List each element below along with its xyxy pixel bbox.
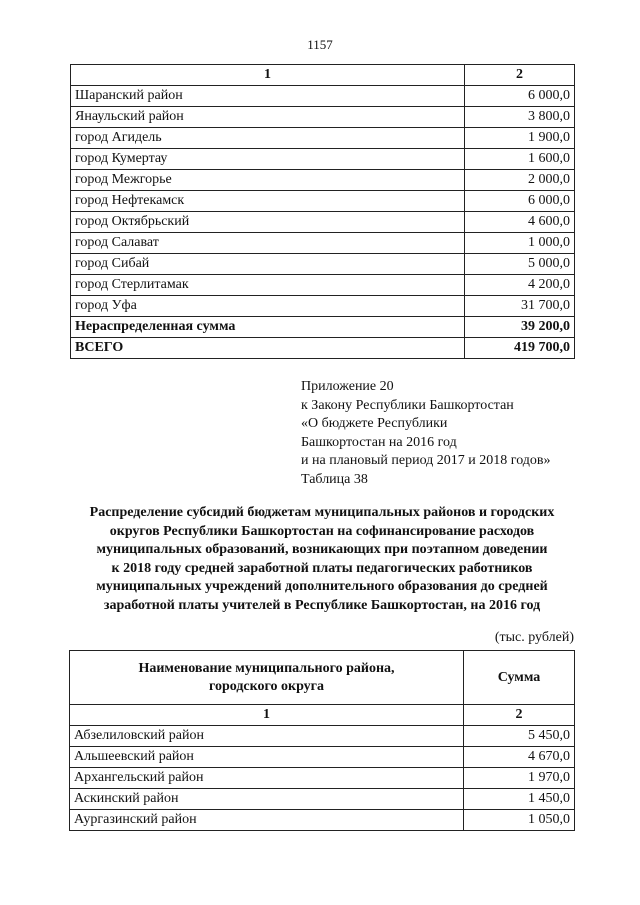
page-number: 1157 [307, 37, 333, 52]
total-label: ВСЕГО [71, 338, 465, 359]
row-value: 5 000,0 [465, 254, 575, 275]
title-line: муниципальных учреждений дополнительного образования до средней [96, 579, 548, 594]
column-number-1: 1 [71, 65, 465, 86]
row-value: 4 600,0 [465, 212, 575, 233]
row-name: город Октябрьский [71, 212, 465, 233]
row-value: 1 970,0 [464, 768, 575, 789]
row-value: 1 900,0 [465, 128, 575, 149]
table-row [71, 254, 575, 275]
table-row [71, 128, 575, 149]
unallocated-label: Нераспределенная сумма [71, 317, 465, 338]
row-value: 4 200,0 [465, 275, 575, 296]
table-row [71, 212, 575, 233]
table-row [71, 191, 575, 212]
document-title [62, 504, 582, 615]
row-name: город Кумертау [71, 149, 465, 170]
row-name: Архангельский район [70, 768, 464, 789]
table-row [71, 233, 575, 254]
row-name: город Межгорье [71, 170, 465, 191]
total-row [71, 338, 575, 359]
table-row [71, 86, 575, 107]
row-value: 3 800,0 [465, 107, 575, 128]
table-row [70, 768, 575, 789]
table-row [71, 149, 575, 170]
column-header-name-line: Наименование муниципального района, [138, 660, 395, 676]
row-name: Янаульский район [71, 107, 465, 128]
column-number-2: 2 [465, 65, 575, 86]
row-name: Аургазинский район [70, 810, 464, 831]
table-row [70, 726, 575, 747]
table-row [70, 747, 575, 768]
column-header-name [70, 651, 464, 705]
title-line: Распределение субсидий бюджетам муниципальных районов и городских [89, 505, 555, 520]
column-number-1: 1 [70, 705, 464, 726]
appendix-reference [301, 378, 551, 489]
row-name: Абзелиловский район [70, 726, 464, 747]
row-value: 31 700,0 [465, 296, 575, 317]
unallocated-row [71, 317, 575, 338]
appendix-line: к Закону Республики Башкортостан [301, 397, 514, 413]
appendix-line: и на плановый период 2017 и 2018 годов» [301, 453, 551, 468]
table-header-row [70, 651, 575, 705]
row-value: 6 000,0 [465, 86, 575, 107]
row-value: 2 000,0 [465, 170, 575, 191]
row-name: город Уфа [71, 296, 465, 317]
appendix-line: «О бюджете Республики [301, 416, 448, 431]
row-value: 6 000,0 [465, 191, 575, 212]
row-value: 1 450,0 [464, 789, 575, 810]
row-name: Аскинский район [70, 789, 464, 810]
column-header-sum: Сумма [464, 651, 575, 705]
row-name: Альшеевский район [70, 747, 464, 768]
title-line: заработной платы учителей в Республике Башкортостан, на 2016 год [103, 597, 541, 613]
appendix-line: Приложение 20 [301, 379, 394, 394]
row-value: 1 600,0 [465, 149, 575, 170]
continued-table [70, 64, 575, 359]
row-value: 1 000,0 [465, 233, 575, 254]
table-row [71, 107, 575, 128]
row-value: 5 450,0 [464, 726, 575, 747]
table-row [70, 789, 575, 810]
column-number-row [70, 705, 575, 726]
row-value: 4 670,0 [464, 747, 575, 768]
table-row [71, 275, 575, 296]
row-name: город Нефтекамск [71, 191, 465, 212]
column-header-name-line: городского округа [208, 678, 325, 694]
units-label: (тыс. рублей) [494, 630, 574, 645]
subsidy-table [69, 650, 575, 831]
table-header-row [71, 65, 575, 86]
table-row [71, 296, 575, 317]
table-row [70, 810, 575, 831]
row-name: город Сибай [71, 254, 465, 275]
row-name: Шаранский район [71, 86, 465, 107]
column-number-2: 2 [464, 705, 575, 726]
unallocated-value: 39 200,0 [465, 317, 575, 338]
title-line: муниципальных образований, возникающих при поэтапном доведении [96, 542, 548, 557]
table-row [71, 170, 575, 191]
title-line: к 2018 году средней заработной платы педагогических работников [111, 560, 533, 576]
appendix-line: Таблица 38 [301, 471, 368, 487]
appendix-line: Башкортостан на 2016 год [301, 434, 457, 450]
row-name: город Агидель [71, 128, 465, 149]
row-value: 1 050,0 [464, 810, 575, 831]
row-name: город Салават [71, 233, 465, 254]
row-name: город Стерлитамак [71, 275, 465, 296]
title-line: округов Республики Башкортостан на софинансирование расходов [109, 523, 535, 539]
total-value: 419 700,0 [465, 338, 575, 359]
